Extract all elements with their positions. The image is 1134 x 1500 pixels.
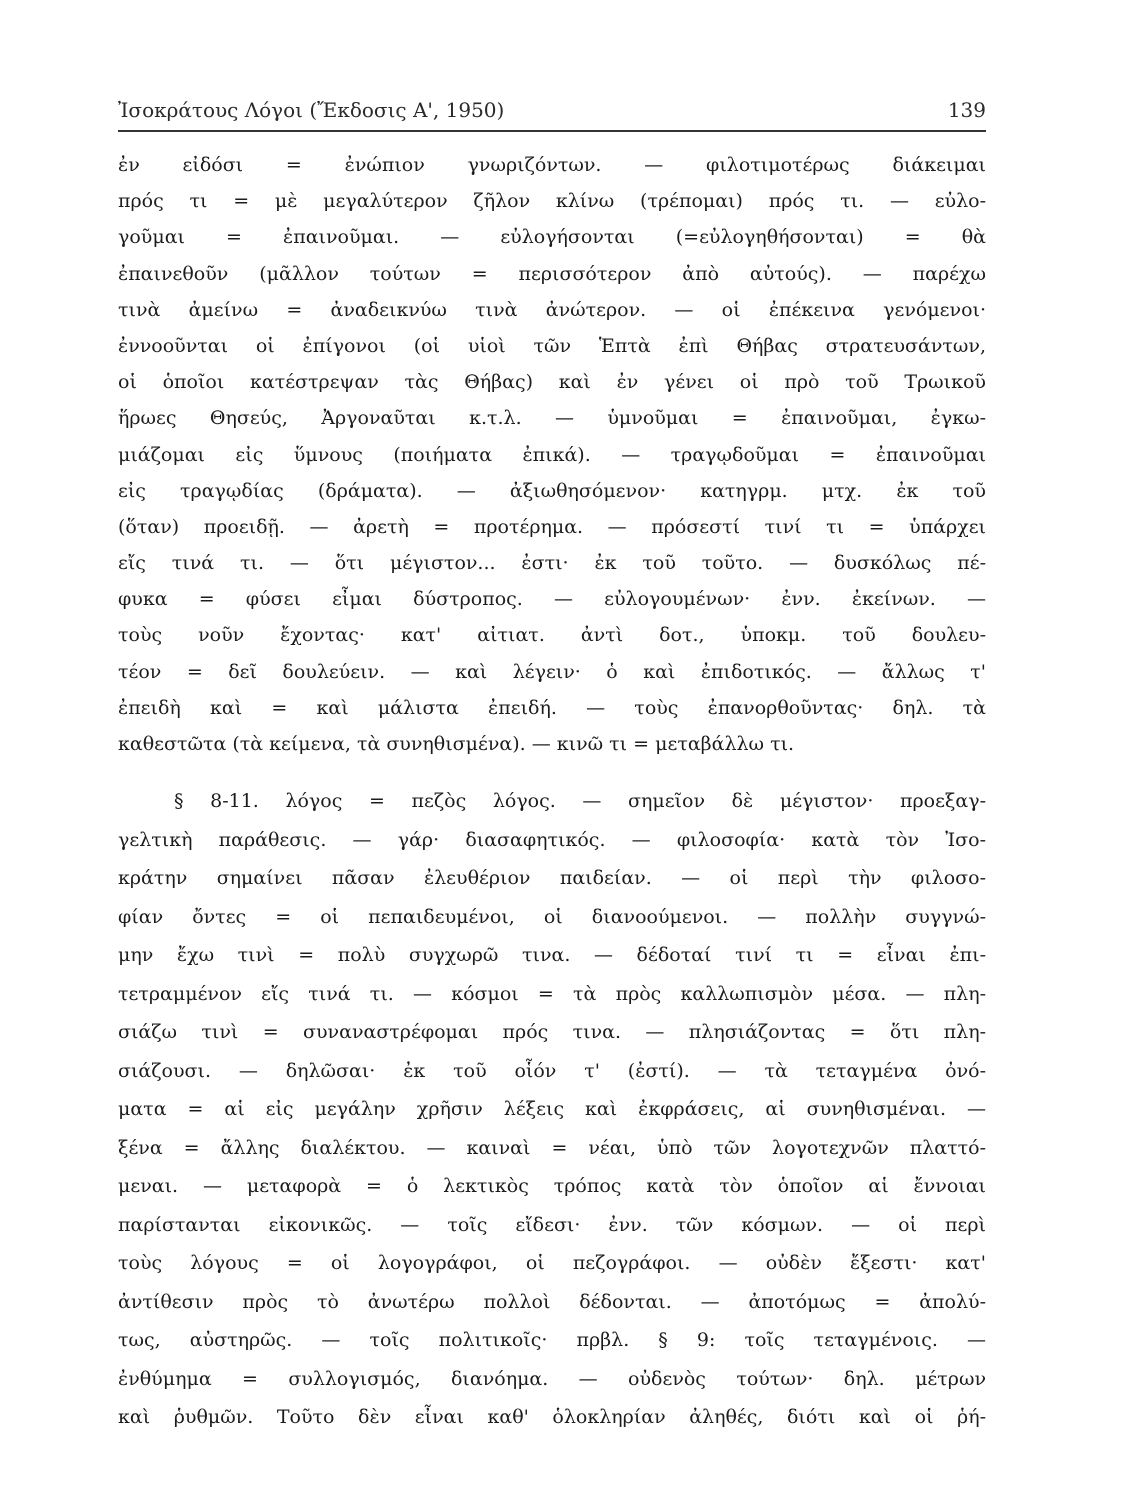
text-line: τοὺς νοῦν ἔχοντας· κατ' αἰτιατ. ἀντὶ δοτ., ὑποκμ. τοῦ δουλευ- — [118, 624, 986, 647]
text-line: οἱ ὁποῖοι κατέστρεψαν τὰς Θήβας) καὶ ἐν γένει οἱ πρὸ τοῦ Τρωικοῦ — [118, 371, 986, 394]
text-line: τινὰ ἀμείνω = ἀναδεικνύω τινὰ ἀνώτερον. — οἱ ἐπέκεινα γενόμενοι· — [118, 298, 986, 321]
text-line: σιάζω τινὶ = συναναστρέφομαι πρός τινα. — πλησιάζοντας = ὅτι πλη- — [118, 1021, 986, 1044]
text-line: τοὺς λόγους = οἱ λογογράφοι, οἱ πεζογράφοι. — οὐδὲν ἔξεστι· κατ' — [118, 1252, 986, 1275]
text-line: πρός τι = μὲ μεγαλύτερον ζῆλον κλίνω (τρέπομαι) πρός τι. — εὐλο- — [118, 190, 986, 213]
text-line: § 8-11. λόγος = πεζὸς λόγος. — σημεῖον δὲ μέγιστον· προεξαγ- — [174, 790, 986, 813]
text-line: ἐπειδὴ καὶ = καὶ μάλιστα ἐπειδή. — τοὺς ἐπανορθοῦντας· δηλ. τὰ — [118, 696, 986, 719]
text-line: ἐν εἰδόσι = ἐνώπιον γνωριζόντων. — φιλοτιμοτέρως διάκειμαι — [118, 154, 986, 176]
text-line: καθεστῶτα (τὰ κείμενα, τὰ συνηθισμένα). — κινῶ τι = μεταβάλλω τι. — [118, 733, 795, 755]
text-line: ἐννοοῦνται οἱ ἐπίγονοι (οἱ υἱοὶ τῶν Ἑπτὰ ἐπὶ Θήβας στρατευσάντων, — [118, 334, 986, 357]
page-body — [118, 147, 986, 1437]
page-number: 139 — [947, 98, 986, 122]
text-line: ἐνθύμημα = συλλογισμός, διανόημα. — οὐδενὸς τούτων· δηλ. μέτρων — [118, 1367, 986, 1390]
text-line: τέον = δεῖ δουλεύειν. — καὶ λέγειν· ὁ καὶ ἐπιδοτικός. — ἄλλως τ' — [118, 660, 986, 683]
paragraph-glossary-2 — [118, 782, 986, 1437]
text-line: γοῦμαι = ἐπαινοῦμαι. — εὐλογήσονται (=εὐλογηθήσονται) = θὰ — [118, 226, 986, 249]
text-line: μιάζομαι εἰς ὕμνους (ποιήματα ἐπικά). — τραγῳδοῦμαι = ἐπαινοῦμαι — [118, 443, 986, 466]
text-line: κράτην σημαίνει πᾶσαν ἐλευθέριον παιδείαν. — οἱ περὶ τὴν φιλοσο- — [118, 867, 986, 890]
text-line: παρίστανται εἰκονικῶς. — τοῖς εἴδεσι· ἐνν. τῶν κόσμων. — οἱ περὶ — [118, 1213, 986, 1236]
text-line: ξένα = ἄλλης διαλέκτου. — καιναὶ = νέαι, ὑπὸ τῶν λογοτεχνῶν πλαττό- — [118, 1136, 986, 1159]
text-line: τετραμμένον εἴς τινά τι. — κόσμοι = τὰ πρὸς καλλωπισμὸν μέσα. — πλη- — [118, 982, 986, 1005]
text-line: ἥρωες Θησεύς, Ἀργοναῦται κ.τ.λ. — ὑμνοῦμαι = ἐπαινοῦμαι, ἐγκω- — [118, 407, 986, 430]
text-line: μεναι. — μεταφορὰ = ὁ λεκτικὸς τρόπος κατὰ τὸν ὁποῖον αἱ ἔννοιαι — [118, 1175, 986, 1198]
text-line: σιάζουσι. — δηλῶσαι· ἐκ τοῦ οἷόν τ' (ἐστί). — τὰ τεταγμένα ὀνό- — [118, 1059, 986, 1082]
text-line: μην ἔχω τινὶ = πολὺ συγχωρῶ τινα. — δέδοταί τινί τι = εἶναι ἐπι- — [118, 944, 986, 967]
text-line: (ὅταν) προειδῇ. — ἀρετὴ = προτέρημα. — πρόσεστί τινί τι = ὑπάρχει — [118, 515, 986, 538]
paragraph-glossary-1 — [118, 147, 986, 762]
text-line: τως, αὐστηρῶς. — τοῖς πολιτικοῖς· πρβλ. § 9: τοῖς τεταγμένοις. — — [118, 1329, 986, 1352]
text-line: γελτικὴ παράθεσις. — γάρ· διασαφητικός. — φιλοσοφία· κατὰ τὸν Ἰσο- — [118, 828, 986, 851]
text-line: καὶ ῥυθμῶν. Τοῦτο δὲν εἶναι καθ' ὁλοκληρίαν ἀληθές, διότι καὶ οἱ ῥή- — [118, 1406, 986, 1429]
text-line: φυκα = φύσει εἶμαι δύστροπος. — εὐλογουμένων· ἐνν. ἐκείνων. — — [118, 588, 986, 611]
text-line: ματα = αἱ εἰς μεγάλην χρῆσιν λέξεις καὶ ἐκφράσεις, αἱ συνηθισμέναι. — — [118, 1098, 986, 1121]
text-line: εἰς τραγῳδίας (δράματα). — ἀξιωθησόμενον· κατηγρμ. μτχ. ἐκ τοῦ — [118, 479, 986, 502]
running-title: Ἰσοκράτους Λόγοι (Ἔκδοσις Α', 1950) — [118, 98, 505, 122]
text-line: φίαν ὄντες = οἱ πεπαιδευμένοι, οἱ διανοούμενοι. — πολλὴν συγγνώ- — [118, 905, 986, 928]
running-header — [118, 98, 986, 122]
text-line: ἐπαινεθοῦν (μᾶλλον τούτων = περισσότερον ἀπὸ αὐτούς). — παρέχω — [118, 262, 986, 285]
text-line: εἴς τινά τι. — ὅτι μέγιστον... ἐστι· ἐκ τοῦ τοῦτο. — δυσκόλως πέ- — [118, 552, 986, 575]
text-line: ἀντίθεσιν πρὸς τὸ ἀνωτέρω πολλοὶ δέδονται. — ἀποτόμως = ἀπολύ- — [118, 1290, 986, 1313]
header-rule — [118, 130, 986, 132]
